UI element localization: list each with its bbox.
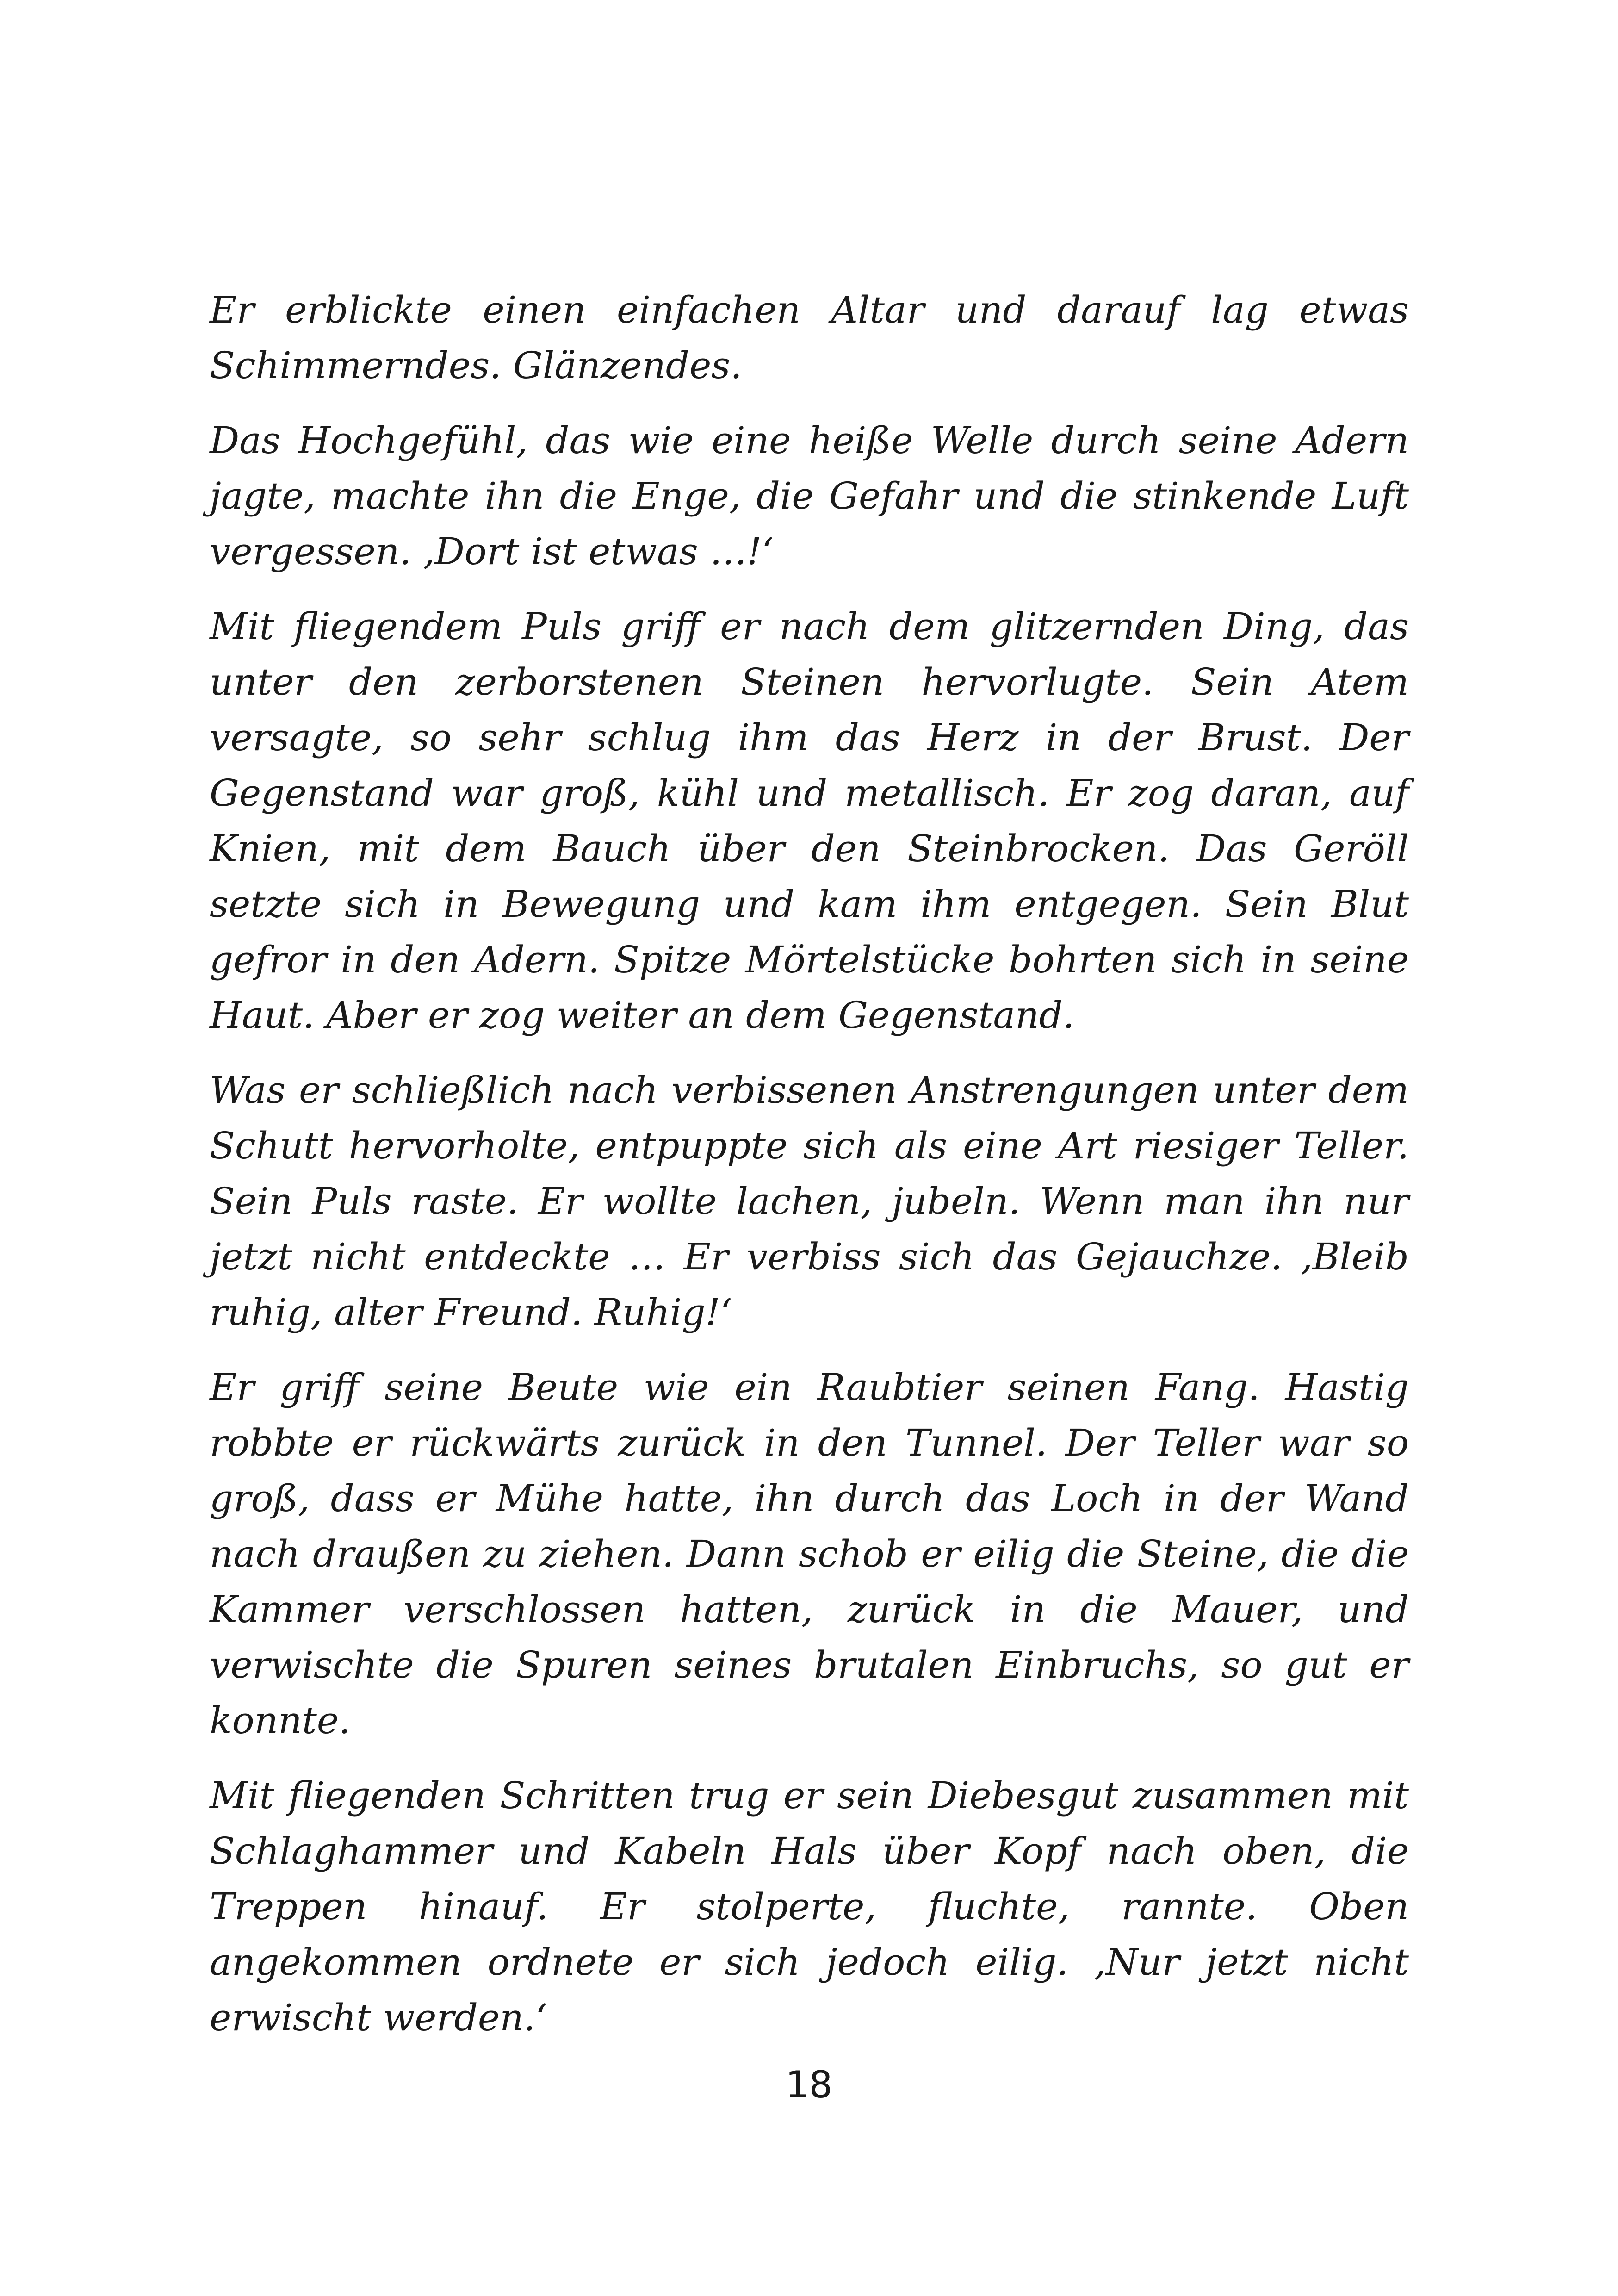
body-text xyxy=(210,282,1409,2065)
paragraph-5: Er griff seine Beute wie ein Raubtier seinen Fang. Hastig robbte er rückwärts zurück in den Tunnel. Der Teller war so groß, dass er Mühe hatte, ihn durch das Loch in der Wand nach draußen zu ziehen. Dann schob er eilig die Steine, die die Kammer verschlossen hatten, zurück in die Mauer, und verwischte die Spuren seines brutalen Einbruchs, so gut er konnte. xyxy=(210,1366,1409,1742)
page-number: 18 xyxy=(785,2063,833,2106)
paragraph-1: Er erblickte einen einfachen Altar und darauf lag etwas Schimmerndes. Glänzendes. xyxy=(210,288,1409,387)
paragraph-4: Was er schließlich nach verbissenen Anstrengungen unter dem Schutt hervorholte, entpuppte sich als eine Art riesiger Teller. Sein Puls raste. Er wollte lachen, jubeln. Wenn man ihn nur jetzt nicht entdeckte … Er verbiss sich das Gejauchze. ‚Bleib ruhig, alter Freund. Ruhig!‘ xyxy=(210,1069,1409,1334)
paragraph-2: Das Hochgefühl, das wie eine heiße Welle durch seine Adern jagte, machte ihn die Enge, die Gefahr und die stinkende Luft vergessen. ‚Dort ist etwas …!‘ xyxy=(210,419,1409,573)
paragraph-6: Mit fliegenden Schritten trug er sein Diebesgut zusammen mit Schlaghammer und Kabeln Hals über Kopf nach oben, die Treppen hinauf. Er stolperte, fluchte, rannte. Oben angekommen ordnete er sich jedoch eilig. ‚Nur jetzt nicht erwischt werden.‘ xyxy=(210,1774,1409,2039)
paragraph-3: Mit fliegendem Puls griff er nach dem glitzernden Ding, das unter den zerborstenen Steinen hervorlugte. Sein Atem versagte, so sehr schlug ihm das Herz in der Brust. Der Gegenstand war groß, kühl und metallisch. Er zog daran, auf Knien, mit dem Bauch über den Steinbrocken. Das Geröll setzte sich in Bewegung und kam ihm entgegen. Sein Blut gefror in den Adern. Spitze Mörtelstücke bohrten sich in seine Haut. Aber er zog weiter an dem Gegenstand. xyxy=(210,605,1409,1037)
